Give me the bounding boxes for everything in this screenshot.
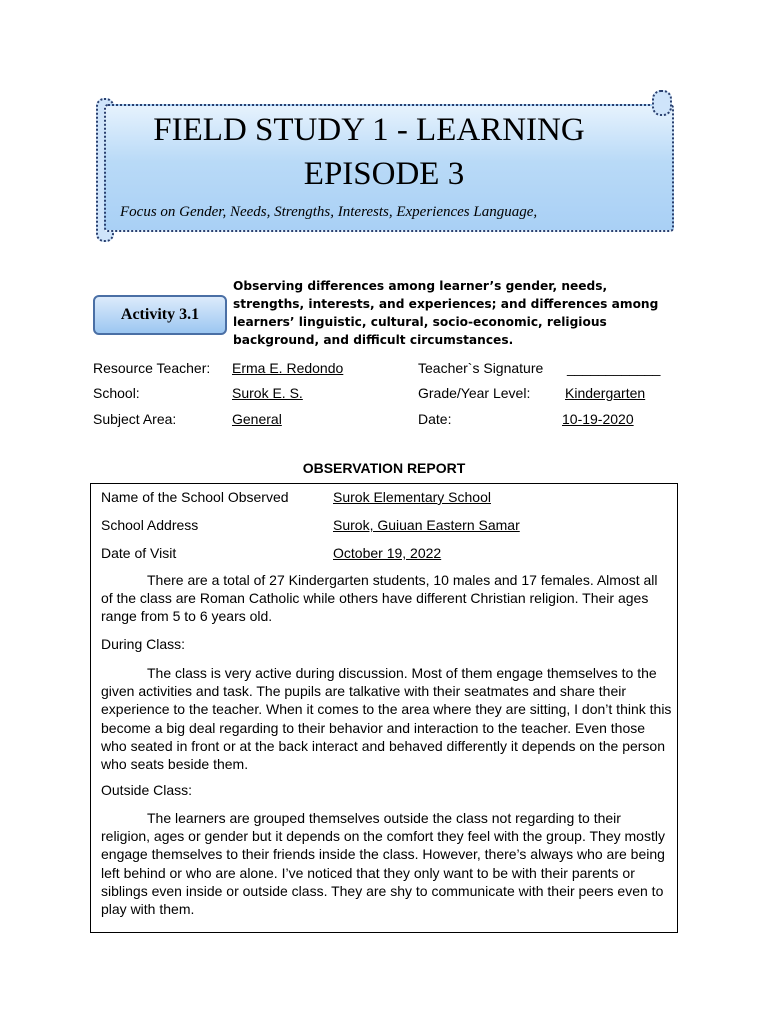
- title-line-1: FIELD STUDY 1 - LEARNING: [153, 112, 585, 148]
- school-observed-value: Surok Elementary School: [333, 489, 491, 505]
- subject-value: General: [232, 411, 282, 427]
- address-value: Surok, Guiuan Eastern Samar: [333, 517, 520, 533]
- subject-label: Subject Area:: [93, 411, 177, 427]
- page-title: [96, 108, 672, 196]
- date-value: 10-19-2020: [562, 411, 634, 427]
- signature-line: ____________: [567, 360, 661, 376]
- visit-label: Date of Visit: [101, 545, 177, 561]
- observation-report: [90, 483, 678, 933]
- activity-badge: Activity 3.1: [93, 295, 227, 335]
- banner-subtitle: Focus on Gender, Needs, Strengths, Interests, Experiences Language,: [120, 204, 538, 220]
- title-banner: [96, 96, 672, 238]
- outside-class-paragraph: The learners are grouped themselves outside the class not regarding to their religion, ages or gender but it depends on the comfort they feel with the group. They mostly engage themselves to their friends inside the class. However, there’s always who are being left behind or who are alone. I’ve noticed that they only want to be with their parents or siblings even inside or outside class. They are shy to communicate with their peers even to play with them.: [101, 810, 665, 918]
- title-line-2: EPISODE 3: [303, 156, 465, 192]
- school-observed-label: Name of the School Observed: [101, 489, 289, 505]
- grade-label: Grade/Year Level:: [418, 385, 531, 401]
- date-label: Date:: [418, 411, 452, 427]
- report-heading: OBSERVATION REPORT: [302, 460, 466, 476]
- resource-teacher-label: Resource Teacher:: [93, 360, 211, 376]
- outside-class-label: Outside Class:: [101, 782, 193, 798]
- visit-value: October 19, 2022: [333, 545, 442, 561]
- intro-paragraph: There are a total of 27 Kindergarten students, 10 males and 17 females. Almost all of the class are Roman Catholic while others have different Christian religion. Their ages range from 5 to 6 years old.: [101, 572, 658, 625]
- resource-teacher-value: Erma E. Redondo: [232, 360, 344, 376]
- signature-label: Teacher`s Signature: [418, 360, 544, 376]
- address-label: School Address: [101, 517, 199, 533]
- during-class-label: During Class:: [101, 636, 186, 652]
- school-value: Surok E. S.: [232, 385, 303, 401]
- school-label: School:: [93, 385, 140, 401]
- activity-description: Observing differences among learner’s gender, needs, strengths, interests, and experiences; and differences among learners’ linguistic, cultural, socio-economic, religious background, and difficult circumstances.: [233, 279, 659, 347]
- grade-value: Kindergarten: [565, 385, 646, 401]
- during-class-paragraph: The class is very active during discussion. Most of them engage themselves to the given activities and task. The pupils are talkative with their seatmates and share their experience to the teacher. When it comes to the area where they are sitting, I don’t think this become a big deal regarding to their behavior and interaction to the teacher. Even those who seated in front or at the back interact and behaved differently it depends on the person who seats beside them.: [101, 665, 672, 773]
